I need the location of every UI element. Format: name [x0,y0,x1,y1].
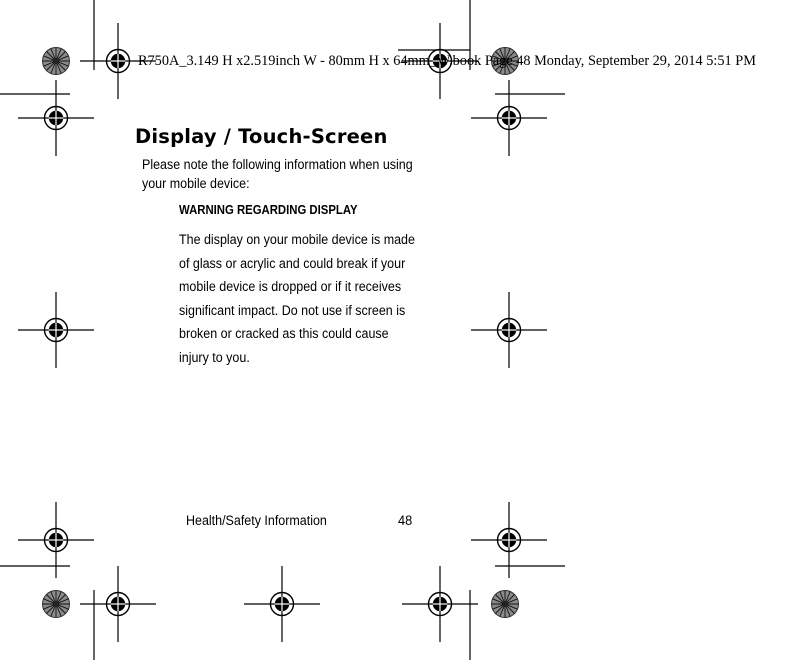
warning-body: The display on your mobile device is made of glass or acrylic and could break if your mobile device is dropped or if it receives significant impact. Do not use if screen is broken or cracked as this could cause injury to you. [179,232,415,366]
warning-heading: WARNING REGARDING DISPLAY [179,202,358,217]
print-slug-line: R750A_3.149 H x2.519inch W - 80mm H x 64mm_W.book Page 48 Monday, September 29, 2014 5:51 PM [138,53,756,69]
intro-paragraph: Please note the following information when using your mobile device: [142,157,413,192]
section-title: Display / Touch-Screen [135,125,388,148]
footer-section-name: Health/Safety Information [186,513,327,529]
page-number: 48 [398,513,413,529]
